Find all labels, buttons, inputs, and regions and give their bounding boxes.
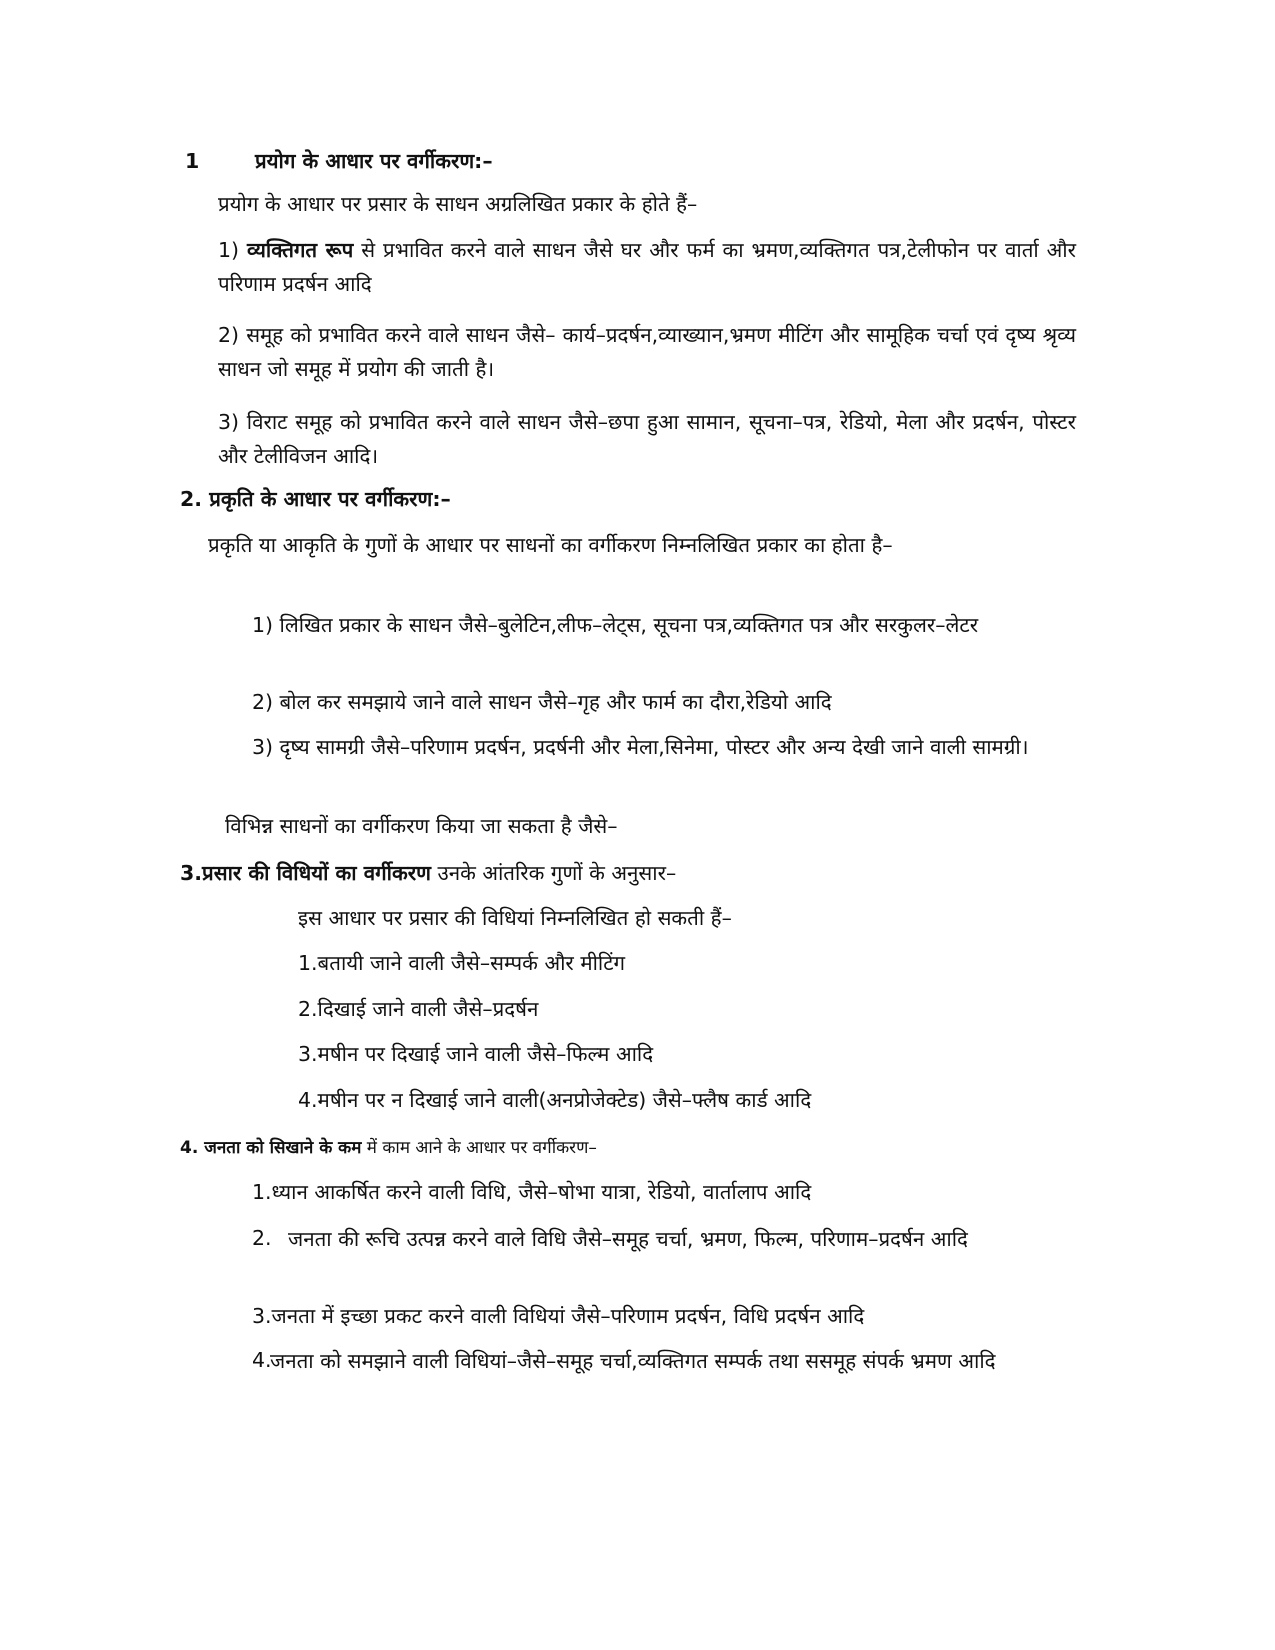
section-3-intro: इस आधार पर प्रसार की विधियां निम्नलिखित हो सकती हैं–: [298, 906, 732, 930]
section-2-heading: 2. प्रकृति के आधार पर वर्गीकरण:–: [180, 487, 451, 511]
section-2-item-1: 1) लिखित प्रकार के साधन जैसे–बुलेटिन,लीफ–लेट्स, सूचना पत्र,व्यक्तिगत पत्र और सरकुलर–लेटर: [252, 613, 979, 637]
section-3-item-2: 2.दिखाई जाने वाली जैसे–प्रदर्षन: [298, 997, 539, 1021]
section-2-intro: प्रकृति या आकृति के गुणों के आधार पर साधनों का वर्गीकरण निम्नलिखित प्रकार का होता है–: [208, 533, 893, 557]
section-3-item-3: 3.मषीन पर दिखाई जाने वाली जैसे–फिल्म आदि: [298, 1042, 654, 1066]
section-2-item-3: 3) दृष्य सामग्री जैसे–परिणाम प्रदर्षन, प्रदर्षनी और मेला,सिनेमा, पोस्टर और अन्य देखी जाने वाली सामग्री।: [252, 735, 1029, 759]
item-number: 1): [218, 238, 240, 262]
section-2-closing: विभिन्न साधनों का वर्गीकरण किया जा सकता है जैसे–: [225, 814, 618, 838]
section-3-item-1: 1.बतायी जाने वाली जैसे–सम्पर्क और मीटिंग: [298, 951, 626, 975]
section-1-number: 1: [185, 149, 200, 173]
section-4-item-4-number: 4.: [252, 1348, 272, 1372]
section-4-heading: [180, 1130, 597, 1164]
section-4-heading-rest: में काम आने के आधार पर वर्गीकरण–: [361, 1138, 597, 1158]
section-3-heading-rest: उनके आंतरिक गुणों के अनुसार–: [430, 861, 677, 885]
section-3-heading-bold: 3.प्रसार की विधियों का वर्गीकरण: [180, 861, 431, 885]
section-2-item-2: 2) बोल कर समझाये जाने वाले साधन जैसे–गृह और फार्म का दौरा,रेडियो आदि: [252, 690, 832, 714]
item-1-text: से प्रभावित करने वाले साधन जैसे घर और फर्म का भ्रमण,व्यक्तिगत पत्र,टेलीफोन पर वार्ता और परिणाम प्रदर्षन आदि: [218, 238, 1076, 296]
section-4-item-3: 3.जनता में इच्छा प्रकट करने वाली विधियां जैसे–परिणाम प्रदर्षन, विधि प्रदर्षन आदि: [252, 1304, 865, 1328]
section-3-heading: [180, 857, 676, 889]
section-4-item-2: जनता की रूचि उत्पन्न करने वाले विधि जैसे–समूह चर्चा, भ्रमण, फिल्म, परिणाम–प्रदर्षन आदि: [288, 1227, 968, 1251]
section-3-item-4: 4.मषीन पर न दिखाई जाने वाली(अनप्रोजेक्टेड) जैसे–फ्लैष कार्ड आदि: [298, 1088, 812, 1112]
section-1-item-1: [218, 233, 1076, 301]
section-1-heading: प्रयोग के आधार पर वर्गीकरण:–: [255, 149, 493, 173]
section-4-item-1: 1.ध्यान आकर्षित करने वाली विधि, जैसे–षोभा यात्रा, रेडियो, वार्तालाप आदि: [252, 1180, 812, 1204]
section-1-item-3: 3) विराट समूह को प्रभावित करने वाले साधन जैसे–छपा हुआ सामान, सूचना–पत्र, रेडियो, मेला और प्रदर्षन, पोस्टर और टेलीविजन आदि।: [218, 410, 1076, 468]
section-4-heading-bold: 4. जनता को सिखाने के कम: [180, 1138, 362, 1158]
section-4-item-4: जनता को समझाने वाली विधियां–जैसे–समूह चर्चा,व्यक्तिगत सम्पर्क तथा ससमूह संपर्क भ्रमण आदि: [270, 1349, 996, 1373]
section-1-intro: प्रयोग के आधार पर प्रसार के साधन अग्रलिखित प्रकार के होते हैं–: [218, 192, 698, 216]
section-1-item-2: 2) समूह को प्रभावित करने वाले साधन जैसे– कार्य–प्रदर्षन,व्याख्यान,भ्रमण मीटिंग और सामूहिक चर्चा एवं दृष्य श्रृव्य साधन जो समूह में प्रयोग की जाती है।: [218, 323, 1076, 381]
item-1-bold-term: व्यक्तिगत रूप: [247, 238, 354, 262]
section-4-item-2-number: 2.: [252, 1226, 272, 1250]
